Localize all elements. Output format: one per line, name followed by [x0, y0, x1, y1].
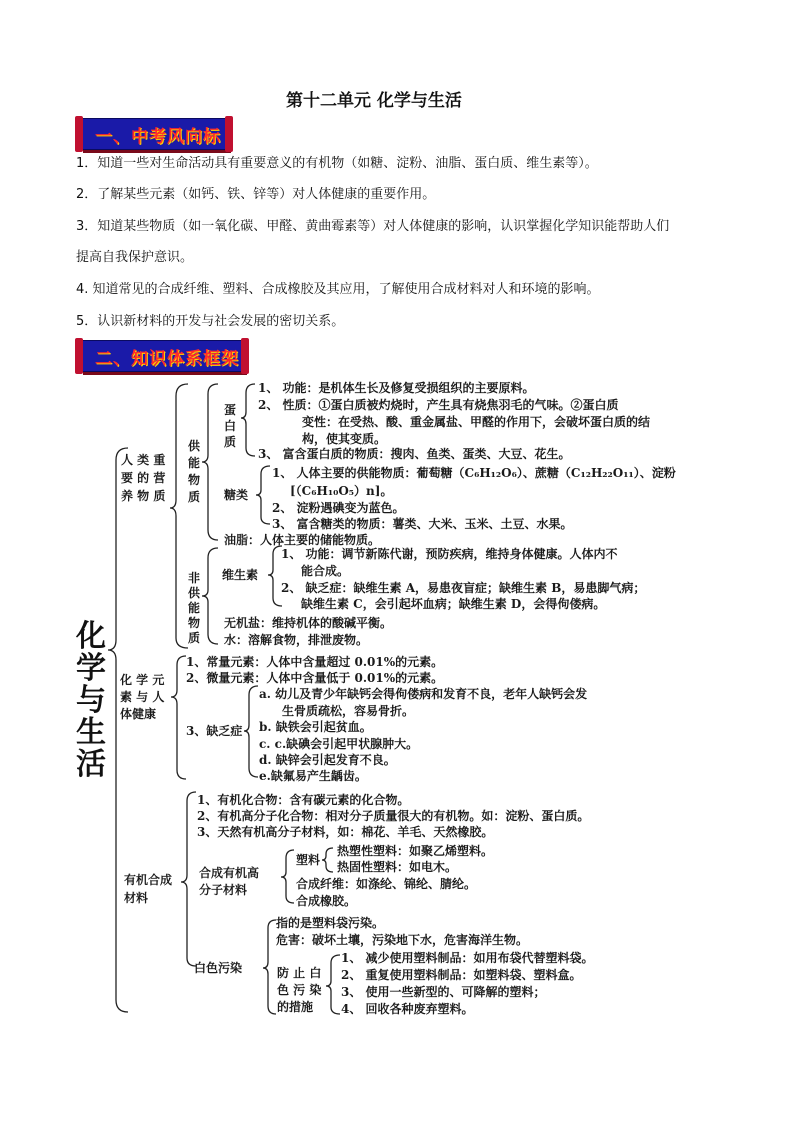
sugar-energy: 1、 人体主要的供能物质：葡萄糖（C₆H₁₂O₆）、蔗糖（C₁₂H₂₂O₁₁）、淀粉	[272, 466, 676, 480]
prevention-measure-1: 1、 减少使用塑料制品：如用布袋代替塑料袋。	[341, 951, 594, 965]
prevention-measure-4: 4、 回收各种废弃塑料。	[341, 1002, 474, 1016]
objective-4: 4. 知道常见的合成纤维、塑料、合成橡胶及其应用，了解使用合成材料对人和环境的影响。	[76, 282, 600, 297]
synthetic-polymer-line1: 合成有机高	[199, 866, 260, 880]
branch-nutrients-line1: 人 类 重	[121, 453, 166, 467]
objective-3-cont: 提高自我保护意识。	[76, 250, 194, 265]
sugar-iodine: 2、 淀粉遇碘变为蓝色。	[272, 501, 405, 515]
deficiency-a: a. 幼儿及青少年缺钙会得佝偻病和发育不良，老年人缺钙会发	[259, 687, 588, 701]
deficiency-c: c. c.缺碘会引起甲状腺肿大。	[259, 737, 419, 751]
energy-substance-4: 质	[188, 490, 201, 504]
sugar-energy-cont: [（C₆H₁₀O₅）n]。	[290, 484, 393, 498]
deficiency-a-cont: 生骨质疏松，容易骨折。	[282, 704, 415, 718]
white-pollution-harm: 危害：破坏土壤，污染地下水，危害海洋生物。	[276, 933, 529, 947]
branch-elements-line3: 体健康	[120, 707, 157, 721]
macro-elements: 1、常量元素：人体中含量超过 0.01%的元素。	[186, 655, 444, 669]
energy-substance-2: 能	[188, 456, 201, 470]
thermoset: 热固性塑料：如电木。	[337, 860, 458, 874]
root-char-2: 学	[76, 651, 106, 686]
nonenergy-3: 能	[188, 601, 201, 615]
vitamin-deficiency: 2、 缺乏症：缺维生素 A，易患夜盲症；缺维生素 B，易患脚气病；	[281, 581, 646, 595]
protein-label-2: 白	[224, 419, 237, 433]
thermoplastic: 热塑性塑料：如聚乙烯塑料。	[337, 844, 494, 858]
protein-sources: 3、 富含蛋白质的物质：搜肉、鱼类、蛋类、大豆、花生。	[258, 447, 571, 461]
objective-3: 3．知道某些物质（如一氧化碳、甲醛、黄曲霉素等）对人体健康的影响，认识掌握化学知识能帮助人们	[76, 219, 670, 234]
synthetic-polymer-line2: 分子材料	[199, 883, 248, 897]
branch-materials-line2: 材料	[124, 891, 149, 905]
nonenergy-5: 质	[188, 631, 201, 645]
branch-elements-line2: 素 与 人	[120, 690, 165, 704]
protein-function: 1、 功能：是机体生长及修复受损组织的主要原料。	[258, 381, 535, 395]
sugar-label: 糖类	[224, 488, 249, 502]
objective-1: 1．知道一些对生命活动具有重要意义的有机物（如糖、淀粉、油脂、蛋白质、维生素等）。	[76, 156, 598, 171]
root-char-3: 与	[76, 683, 106, 718]
natural-polymer: 3、天然有机高分子材料，如：棉花、羊毛、天然橡胶。	[197, 825, 494, 839]
vitamin-deficiency-cont: 缺维生素 C，会引起坏血病；缺维生素 D，会得佝偻病。	[301, 597, 606, 611]
deficiency-e: e.缺氟易产生龋齿。	[259, 769, 367, 783]
vitamin-function-cont: 能合成。	[301, 564, 350, 578]
root-char-5: 活	[76, 747, 106, 782]
white-pollution-definition: 指的是塑料袋污染。	[276, 916, 385, 930]
root-char-1: 化	[76, 619, 106, 654]
vitamin-function: 1、 功能：调节新陈代谢，预防疾病，维持身体健康。人体内不	[281, 547, 618, 561]
organic-compound: 1、有机化合物：含有碳元素的化合物。	[197, 793, 410, 807]
sugar-sources: 3、 富含糖类的物质：薯类、大米、玉米、土豆、水果。	[272, 517, 573, 531]
water-item: 水：溶解食物，排泄废物。	[224, 633, 369, 647]
polymer-compound: 2、有机高分子化合物：相对分子质量很大的有机物。如：淀粉、蛋白质。	[197, 809, 590, 823]
deficiency-d: d. 缺锌会引起发育不良。	[259, 753, 396, 767]
prevention-measure-2: 2、 重复使用塑料制品：如塑料袋、塑料盒。	[341, 968, 582, 982]
section-heading: 二、知识体系框架	[95, 349, 239, 369]
section-heading: 一、中考风向标	[95, 127, 221, 147]
energy-substance-1: 供	[188, 439, 201, 453]
protein-property: 2、 性质：①蛋白质被灼烧时，产生具有烧焦羽毛的气味。②蛋白质	[258, 398, 619, 412]
nonenergy-2: 供	[188, 586, 201, 600]
white-pollution-label: 白色污染	[194, 961, 243, 975]
objective-2: 2．了解某些元素（如钙、铁、锌等）对人体健康的重要作用。	[76, 187, 436, 202]
branch-nutrients-line2: 要 的 营	[121, 471, 166, 485]
protein-label-1: 蛋	[224, 403, 237, 417]
prevention-line1: 防 止 白	[277, 966, 322, 980]
page-title: 第十二单元 化学与生活	[286, 91, 462, 111]
deficiency-label: 3、缺乏症	[186, 724, 243, 738]
protein-label-3: 质	[224, 435, 237, 449]
branch-nutrients-line3: 养 物 质	[121, 489, 166, 503]
nonenergy-1: 非	[188, 571, 201, 585]
protein-property-cont2: 构，使其变质。	[302, 432, 387, 446]
branch-materials-line1: 有机合成	[124, 873, 173, 887]
plastic-label: 塑料	[296, 853, 321, 867]
fat-item: 油脂：人体主要的储能物质。	[224, 533, 381, 547]
mineral-item: 无机盐：维持机体的酸碱平衡。	[224, 616, 393, 630]
branch-elements-line1: 化 学 元	[120, 673, 165, 687]
synthetic-rubber: 合成橡胶。	[296, 894, 357, 908]
objective-5: 5．认识新材料的开发与社会发展的密切关系。	[76, 314, 345, 329]
vitamin-label: 维生素	[222, 568, 259, 582]
trace-elements: 2、微量元素：人体中含量低于 0.01%的元素。	[186, 671, 444, 685]
nonenergy-4: 物	[188, 616, 201, 630]
synthetic-fiber: 合成纤维：如涤纶、锦纶、腈纶。	[296, 877, 477, 891]
prevention-line2: 色 污 染	[277, 983, 322, 997]
energy-substance-3: 物	[188, 473, 201, 487]
prevention-line3: 的措施	[277, 1000, 314, 1014]
prevention-measure-3: 3、 使用一些新型的、可降解的塑料；	[341, 985, 546, 999]
deficiency-b: b. 缺铁会引起贫血。	[259, 720, 372, 734]
root-char-4: 生	[76, 715, 106, 750]
protein-property-cont: 变性：在受热、酸、重金属盐、甲醛的作用下，会破坏蛋白质的结	[302, 415, 651, 429]
